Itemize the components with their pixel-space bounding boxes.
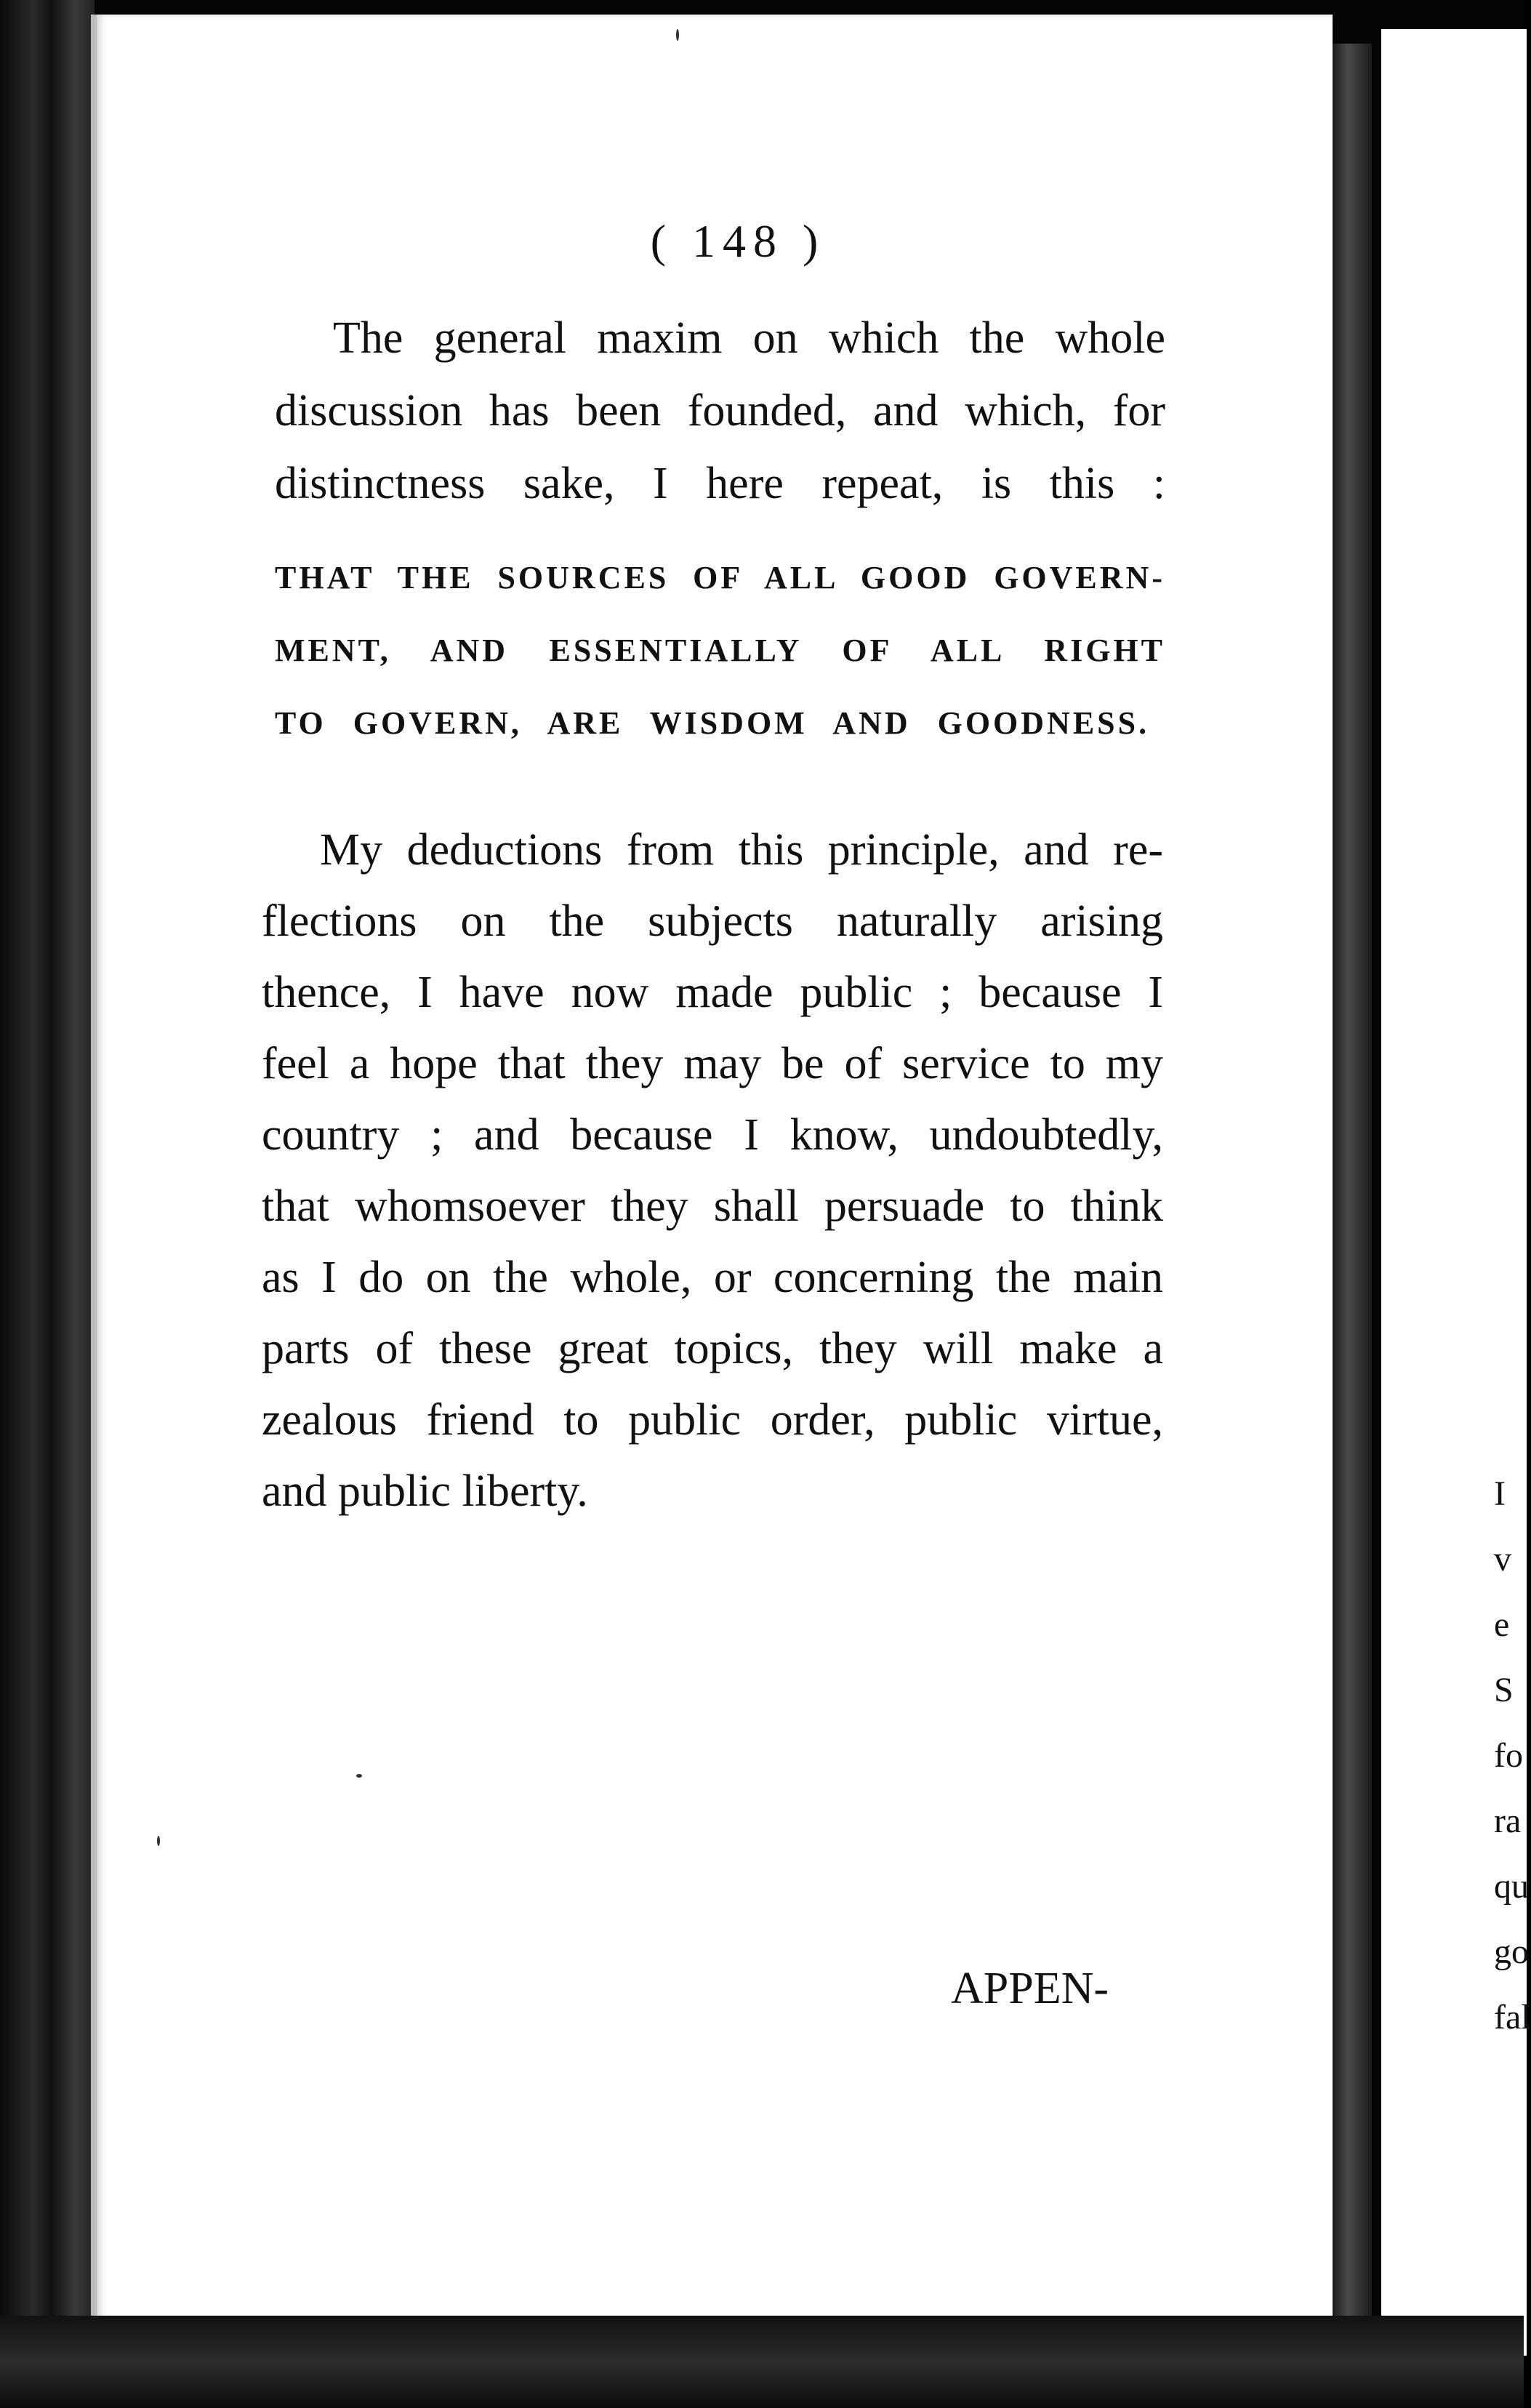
book-gutter (1332, 44, 1372, 2356)
text-line: feel a hope that they may be of service to my (262, 1039, 1163, 1088)
fragment: fal (1494, 1998, 1531, 2036)
text-line: parts of these great topics, they will make a (262, 1324, 1163, 1373)
fragment: e (1494, 1605, 1510, 1644)
paper-speck (356, 1774, 362, 1778)
fragment: fo (1494, 1736, 1523, 1775)
text-line: and public liberty. (262, 1466, 588, 1516)
maxim-small-caps (275, 542, 1165, 760)
text-line: distinctness sake, I here repeat, is this : (275, 459, 1165, 508)
page-number: ( 148 ) (650, 215, 826, 267)
fragment: S (1494, 1671, 1514, 1709)
text-line: zealous friend to public order, public virtue, (262, 1395, 1163, 1445)
facing-page-text-fragments (1494, 1461, 1531, 2050)
text-line: that whomsoever they shall persuade to think (262, 1181, 1163, 1231)
text-line: flections on the subjects naturally arising (262, 896, 1163, 946)
fragment: ra (1494, 1802, 1522, 1840)
fragment: v (1494, 1540, 1511, 1578)
paper-speck (157, 1836, 160, 1846)
fragment: I (1494, 1474, 1506, 1513)
text-line: The general maxim on which the whole (333, 313, 1165, 363)
book-binding-left (0, 0, 95, 2408)
book-bottom-edge (0, 2316, 1524, 2408)
text-line: thence, I have now made public ; because I (262, 968, 1163, 1017)
fragment: go (1494, 1933, 1529, 1971)
text-line: as I do on the whole, or concerning the main (262, 1253, 1163, 1302)
fragment: qu (1494, 1867, 1529, 1906)
text-line: THAT THE SOURCES OF ALL GOOD GOVERN- (275, 560, 1165, 595)
text-line: MENT, AND ESSENTIALLY OF ALL RIGHT (275, 633, 1165, 668)
paragraph-2 (262, 814, 1163, 1527)
text-line: TO GOVERN, ARE WISDOM AND GOODNESS. (275, 705, 1150, 741)
text-line: discussion has been founded, and which, for (275, 386, 1165, 436)
text-line: My deductions from this principle, and re- (320, 825, 1163, 875)
catchword: APPEN- (951, 1964, 1109, 2013)
paper-speck (676, 29, 679, 41)
text-line: country ; and because I know, undoubtedly, (262, 1110, 1163, 1160)
paragraph-1 (275, 302, 1165, 520)
